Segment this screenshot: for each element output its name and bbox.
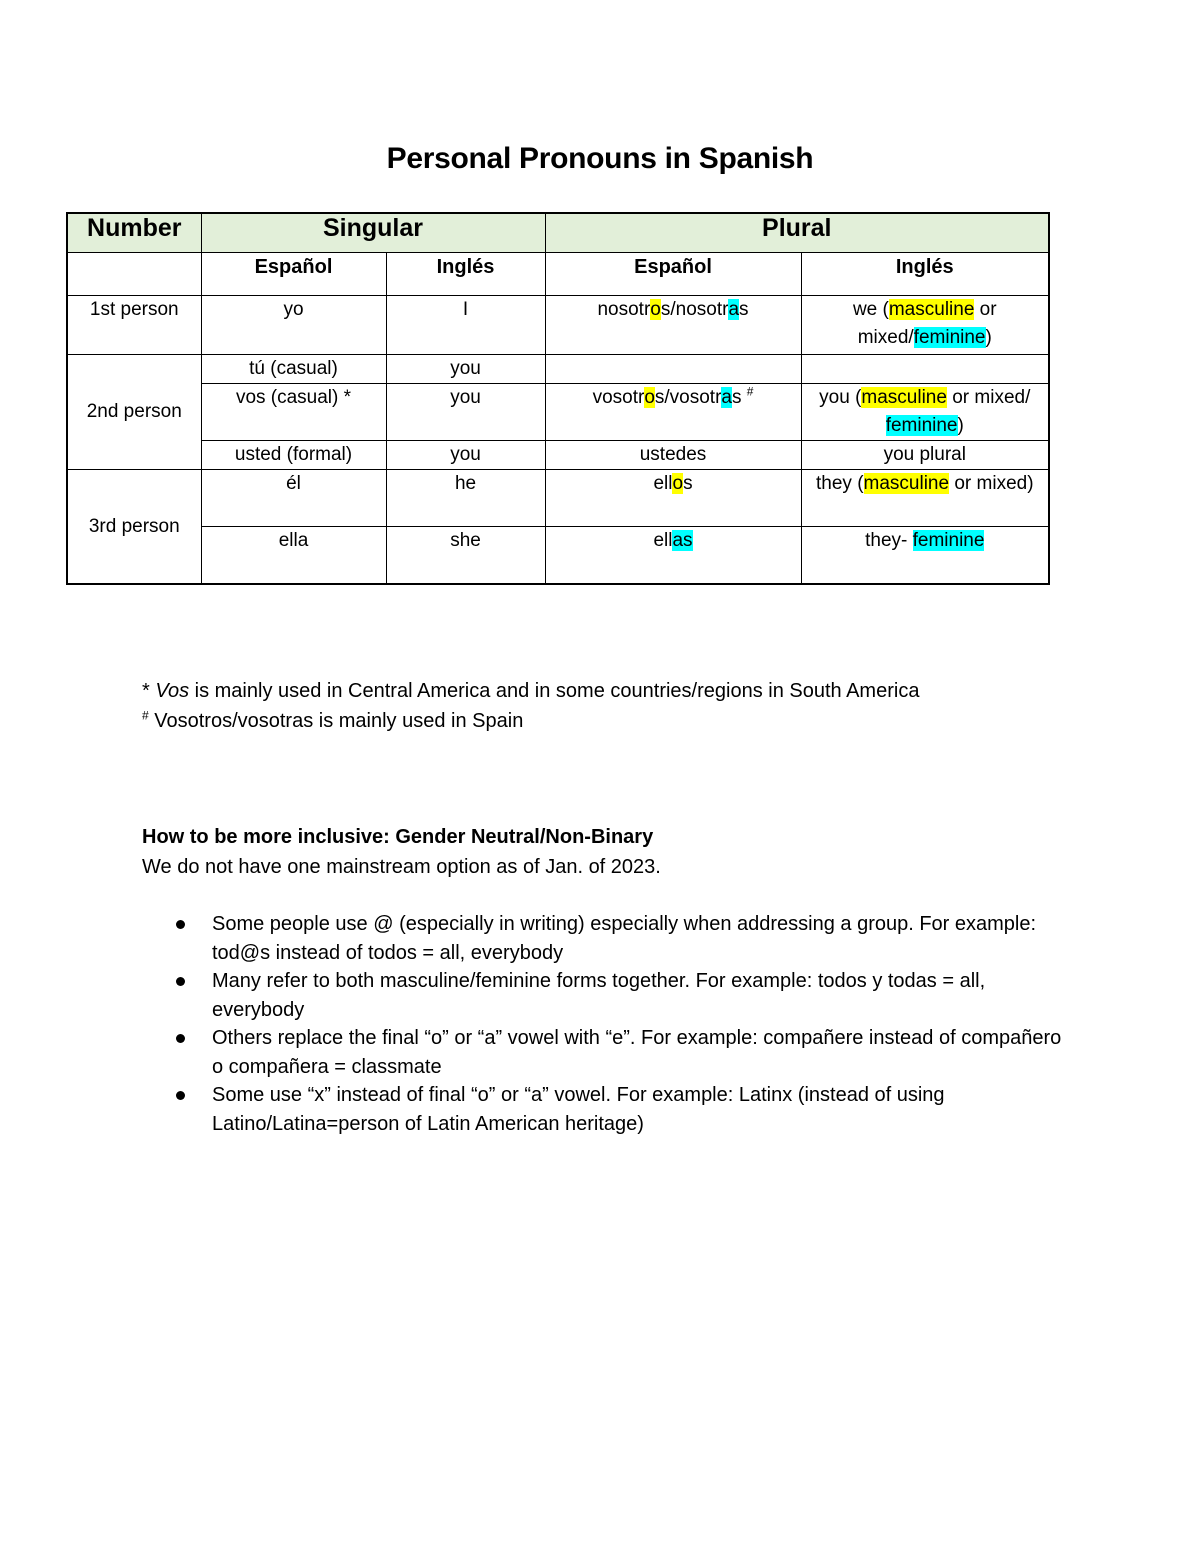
text-part: or mixed/ (946, 387, 1031, 408)
list-item-text: Some people use @ (especially in writing) especially when addressing a group. For example: tod@s instead of todos = all, everybody (212, 913, 1037, 964)
text-part: ) (985, 327, 992, 348)
text-part: you ( (819, 387, 862, 408)
bullet-list (142, 910, 1072, 1138)
text-part: or mixed) (949, 473, 1034, 494)
cell-vosotros (545, 384, 801, 441)
text-part: they ( (816, 473, 864, 494)
header-plural: Plural (545, 213, 1049, 253)
footnote-mark: # (142, 708, 149, 723)
row-label-1st: 1st person (67, 296, 201, 355)
table-row (67, 355, 1049, 384)
table-row (67, 441, 1049, 470)
cell-nosotros (545, 296, 801, 355)
cell-ella: ella (201, 527, 386, 585)
text-part: vosotr (592, 387, 645, 408)
table-row (67, 470, 1049, 527)
text-part: s (683, 473, 693, 494)
subheader-ingles-singular: Inglés (386, 253, 545, 296)
bullet-icon (176, 1091, 185, 1100)
table-row (67, 384, 1049, 441)
bullet-icon (176, 977, 185, 986)
highlight-masculine-ending: o (672, 473, 684, 494)
footnote-text: Vosotros/vosotras is mainly used in Spain (148, 710, 524, 732)
footnote-mark: # (746, 384, 754, 399)
text-part: s (732, 387, 742, 408)
header-singular: Singular (201, 213, 545, 253)
highlight-feminine-ending: a (728, 299, 740, 320)
highlight-feminine: feminine (885, 415, 958, 436)
subheader-ingles-plural: Inglés (801, 253, 1049, 296)
cell-you: you (386, 441, 545, 470)
list-item (142, 910, 1072, 967)
cell-usted: usted (formal) (201, 441, 386, 470)
cell-empty (545, 355, 801, 384)
section-intro: We do not have one mainstream option as of Jan. of 2023. (142, 856, 661, 878)
text-part: s (739, 299, 749, 320)
cell-she: she (386, 527, 545, 585)
text-part: ell (653, 530, 673, 551)
cell-ellos (545, 470, 801, 527)
table-header-row (67, 213, 1049, 253)
list-item-text: Some use “x” instead of final “o” or “a” vowel. For example: Latinx (instead of using Latino/Latina=person of Latin American heritage) (212, 1084, 945, 1135)
list-item (142, 967, 1072, 1024)
subheader-espanol-plural: Español (545, 253, 801, 296)
inclusive-section (142, 822, 1072, 1138)
cell-we (801, 296, 1049, 355)
pronouns-table (66, 212, 1050, 585)
table-row (67, 527, 1049, 585)
highlight-masculine: masculine (863, 473, 950, 494)
text-part: ) (957, 415, 964, 436)
highlight-feminine-ending: a (721, 387, 732, 408)
footnote-mark: * (142, 680, 150, 702)
highlight-masculine-ending: o (650, 299, 661, 320)
cell-ellas (545, 527, 801, 585)
cell-vos: vos (casual) * (201, 384, 386, 441)
highlight-masculine: masculine (861, 387, 947, 408)
highlight-feminine-ending: as (672, 530, 693, 551)
section-heading: How to be more inclusive: Gender Neutral/Non-Binary (142, 826, 654, 848)
highlight-feminine: feminine (912, 530, 985, 551)
cell-they-masculine (801, 470, 1049, 527)
list-item-text: Many refer to both masculine/feminine forms together. For example: todos y todas = all, everybody (212, 970, 986, 1021)
subheader-espanol-singular: Español (201, 253, 386, 296)
table-subheader-row (67, 253, 1049, 296)
cell-you-plural-gendered (801, 384, 1049, 441)
cell-you-plural: you plural (801, 441, 1049, 470)
row-label-3rd: 3rd person (67, 470, 201, 585)
text-part: nosotr (597, 299, 651, 320)
text-part: s/nosotr (660, 299, 729, 320)
footnote-text: is mainly used in Central America and in some countries/regions in South America (189, 680, 920, 702)
bullet-icon (176, 920, 185, 929)
cell-he: he (386, 470, 545, 527)
row-label-2nd: 2nd person (67, 355, 201, 470)
text-part: s/vosotr (654, 387, 722, 408)
cell-empty (801, 355, 1049, 384)
footnotes (142, 676, 919, 736)
cell-el: él (201, 470, 386, 527)
highlight-feminine: feminine (913, 327, 986, 348)
cell-i: I (386, 296, 545, 355)
highlight-masculine-ending: o (644, 387, 655, 408)
bullet-icon (176, 1034, 185, 1043)
cell-tu: tú (casual) (201, 355, 386, 384)
footnote-vos (142, 676, 919, 706)
cell-yo: yo (201, 296, 386, 355)
cell-ustedes: ustedes (545, 441, 801, 470)
list-item (142, 1081, 1072, 1138)
list-item-text: Others replace the final “o” or “a” vowel with “e”. For example: compañere instead of compañero o compañera = classmate (212, 1027, 1062, 1078)
footnote-term: Vos (155, 680, 190, 702)
cell-they-feminine (801, 527, 1049, 585)
text-part: or mixed/ (857, 299, 997, 348)
text-part: ell (653, 473, 673, 494)
text-part: we ( (852, 299, 889, 320)
cell-you: you (386, 355, 545, 384)
header-number: Number (67, 213, 201, 253)
cell-you: you (386, 384, 545, 441)
footnote-vosotros (142, 706, 919, 736)
table-row (67, 296, 1049, 355)
list-item (142, 1024, 1072, 1081)
highlight-masculine: masculine (888, 299, 975, 320)
page-title: Personal Pronouns in Spanish (386, 142, 814, 175)
text-part: they- (865, 530, 913, 551)
subheader-empty (67, 253, 201, 296)
